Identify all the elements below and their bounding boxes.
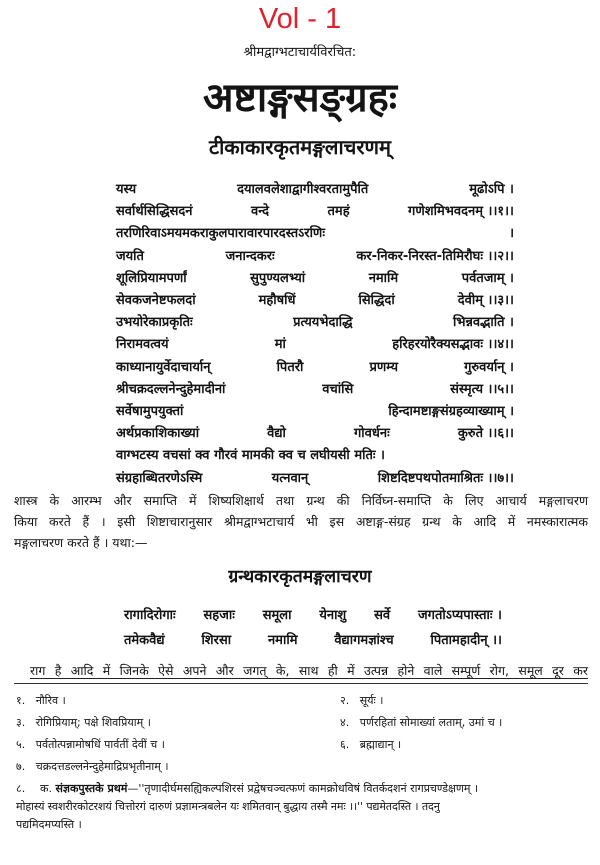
mangala-word: शिरसा	[201, 633, 232, 648]
verse-word: संस्मृत्य ।।५।।	[450, 381, 514, 397]
intro-line-2: किया करते हैं । इसी शिष्टाचारानुसार श्रीमद्वाग्भटाचार्य भी इस अष्टाङ्ग-संग्रह ग्रन्थ के आदि में नमस्कारात्मक	[14, 514, 588, 529]
verse-word: गोवर्धनः	[353, 426, 390, 442]
footnote-6: ६. ब्रह्माद्यान् ।	[340, 738, 402, 751]
footnote-4: ४. पर्णरहितां सोमाख्यां लताम्, उमां च ।	[340, 716, 503, 729]
intro-line-3: मङ्गलाचरण करते हैं । यथा:—	[14, 535, 148, 550]
author-line: श्रीमद्वाग्भटाचार्यविरचित:	[243, 45, 357, 60]
verse-word: तमहं	[327, 204, 350, 220]
verse-word: गुरुवर्यान् ।	[464, 359, 514, 375]
verse-word: सेवकजनेष्टफलदां	[116, 293, 196, 308]
verse-word: नमामि	[368, 270, 399, 286]
verse-word: श्रीचक्रदल्लनेन्दुहेमादीनां	[116, 381, 226, 397]
mangala-word: सर्वे	[374, 608, 391, 623]
verse-word: कर-निकर-निरस्त-तिमिरौघः ।।२।।	[356, 248, 514, 264]
verse-line	[116, 357, 514, 379]
verse-word: यस्य	[116, 182, 137, 197]
verse-word: जयति	[116, 248, 144, 264]
verse-word: निरामवत्वयं	[116, 337, 169, 353]
footnote-1: १. नौरिव ।	[16, 694, 66, 707]
verse-line	[116, 223, 514, 245]
footnote-7: ७. चक्रदत्तडल्लनेन्दुहेमाद्रिप्रभृतीनाम् ।	[16, 760, 169, 773]
mangala-word: तमेकवैद्यं	[124, 633, 165, 648]
verse-line	[116, 334, 514, 356]
mangala-word: नमामि	[267, 633, 298, 648]
footnote-8-label: संज्ञकपुस्तके प्रथमं	[55, 782, 128, 795]
mangala-word: रागादिरोगाः	[124, 608, 176, 623]
verse-line	[116, 379, 514, 401]
footnote-5: ५. पर्वतोत्पन्नामोषधिं पार्वतीं देवीं च ।	[16, 738, 165, 751]
footnote-2: २. सूर्यः ।	[340, 694, 384, 707]
verse-word: उभयोरेकाप्रकृतिः	[116, 315, 193, 331]
mangala-word: येनाशु	[319, 608, 347, 623]
verse-word: देवीम् ।।३।।	[457, 293, 514, 308]
verse-word: काध्यानायुर्वेदाचार्यान्	[116, 359, 211, 375]
verse-word: सर्वेषामुपयुक्तां	[116, 404, 184, 419]
verse-word: वाग्भटस्य वचसां क्व गौरवं मामकी क्व च लघीयसी मतिः ।	[116, 448, 385, 464]
verse-line	[116, 312, 514, 334]
verse-line	[116, 268, 514, 290]
mangala-verse-line	[124, 630, 502, 652]
commentary-heading: टीकाकारकृतमङ्गलाचरणम्	[209, 135, 391, 159]
mangala-verse-line	[124, 605, 502, 627]
verse-line	[116, 423, 514, 445]
footnote-8: ८. क. संज्ञकपुस्तके प्रथमं—''तृणादीर्घमसह्यिकल्पशिरसं प्रद्वेषचञ्चत्फणं कामक्रोधविषं वितर्कदशनं रागप्रचण्डेक्षणम् । मोहास्यं स्वशरीरकोटरशयं चित्तोरगं दारुणं प्रज्ञामन्त्रबलेन यः शमितवान् बुद्धाय तस्मै नमः ।।'' पद्यमेतदस्ति । तदनु पद्यमिदमप्यस्ति ।	[16, 782, 479, 831]
verse-word: पर्वतजाम् ।	[461, 270, 514, 286]
verse-line	[116, 290, 514, 312]
footnote-divider	[14, 683, 588, 684]
verse-word: प्रणम्य	[369, 359, 399, 375]
meaning-text: राग है आदि में जिनके ऐसे अपने और जगत् के, साथ ही में उत्पन्न होने वाले सम्पूर्ण रोग, समूल दूर कर	[30, 663, 588, 678]
verse-word: सिद्धिदां	[358, 293, 395, 308]
verse-word: अर्थप्रकाशिकाख्यां	[116, 426, 200, 442]
verse-line	[116, 201, 514, 223]
mangala-word: समूला	[262, 608, 292, 623]
verse-line	[116, 246, 514, 268]
book-title: अष्टाङ्गसङ्ग्रहः	[203, 75, 397, 121]
verse-line	[116, 468, 514, 490]
verse-word: मूढोऽपि ।	[469, 182, 514, 197]
verse-word: वन्दे	[250, 204, 270, 220]
mangala-word: पितामहादीन् ।।	[430, 633, 502, 648]
mangala-word: जगतोऽप्यपास्ताः ।	[418, 608, 502, 623]
mangala-word: वैद्यागमज्ञांश्च	[334, 633, 394, 648]
verse-word: तरणिरिवाऽमयमकराकुलपारावारपारदस्तऽरणिः	[116, 226, 325, 242]
verse-word: गणेशमिभवदनम् ।।१।।	[408, 204, 514, 220]
verse-word: हरिहरयोरैक्यसद्भावः ।।४।।	[392, 337, 514, 353]
verse-line	[116, 401, 514, 423]
meaning-line	[30, 660, 588, 681]
verse-word: भिन्नवद्भाति ।	[452, 315, 514, 331]
section-heading: ग्रन्थकारकृतमङ्गलाचरण	[228, 567, 372, 587]
verse-word: मां	[274, 337, 286, 353]
verse-word: वचांसि	[322, 381, 354, 397]
mangala-word: सहजाः	[203, 608, 235, 623]
verse-word: सुपुण्यलभ्यां	[250, 270, 306, 286]
verse-word: सर्वार्थसिद्धिसदनं	[116, 204, 193, 220]
verse-line	[116, 445, 514, 467]
verse-word: शिष्टदिष्टपथपोतमाश्रितः ।।७।।	[377, 470, 514, 486]
footnote-3: ३. रोगिप्रियाम्; पक्षे शिवप्रियाम् ।	[16, 716, 151, 729]
verse-word: वैद्यो	[267, 426, 286, 442]
verse-word: ।	[509, 226, 514, 242]
verse-word: दयालवलेशाद्वागीश्वरतामुपैति	[237, 182, 369, 197]
verse-line	[116, 179, 514, 201]
verse-word: यत्नवान्	[271, 470, 309, 486]
verse-word: हिन्दामष्टाङ्गसंग्रहव्याख्याम् ।	[388, 404, 514, 419]
verse-word: कुरुते ।।६।।	[457, 426, 514, 442]
verse-word: प्रत्ययभेदाद्धि	[293, 315, 353, 331]
verse-word: पितरौ	[276, 359, 304, 375]
volume-label: Vol - 1	[258, 3, 342, 35]
verse-word: महौषधिं	[258, 293, 296, 308]
intro-line-1: शास्त्र के आरम्भ और समाप्ति में शिष्यशिक्षार्थ तथा ग्रन्थ की निर्विघ्न-समाप्ति के लिए आचार्य मङ्गलाचरण	[14, 493, 588, 508]
verse-word: जनान्दकरः	[225, 248, 275, 264]
verse-word: संग्रहाब्धितरणेऽस्मि	[116, 470, 203, 486]
verse-word: शूलिप्रियामपर्णां	[116, 270, 187, 286]
